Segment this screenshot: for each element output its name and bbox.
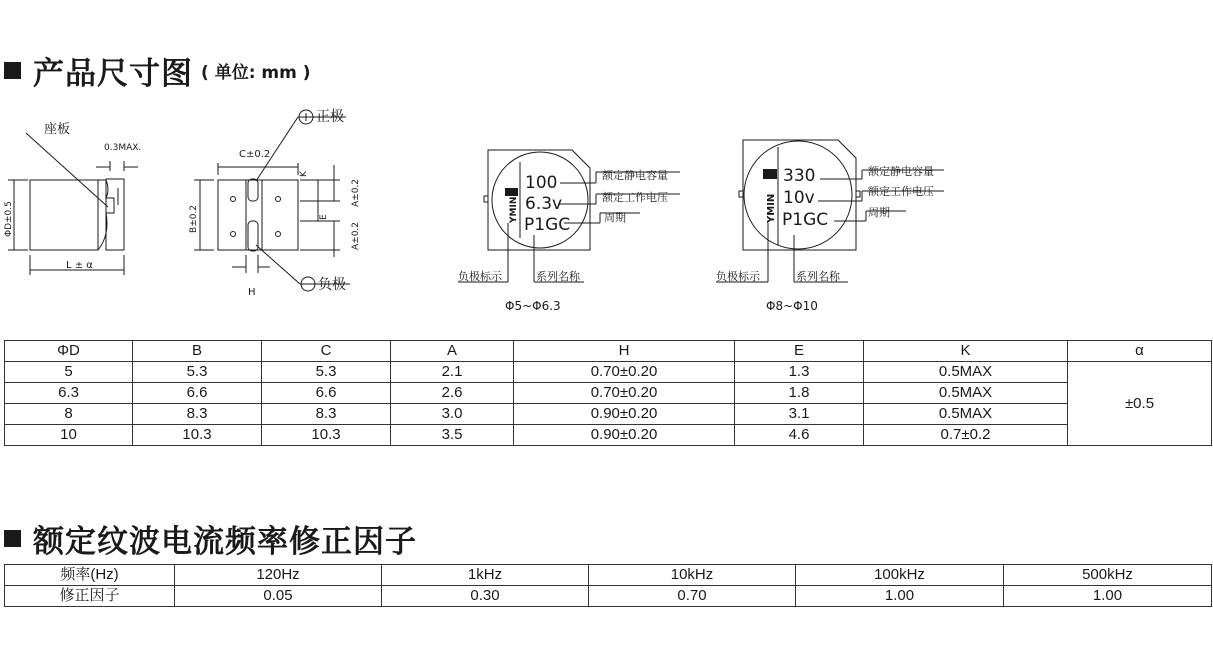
small-call-voltage: 额定工作电压 xyxy=(602,191,668,204)
header-cell: B xyxy=(133,341,262,362)
large-brand-text: YMIN xyxy=(766,193,777,223)
table-cell: 0.05 xyxy=(175,586,382,607)
section-heading-ripple xyxy=(4,516,417,561)
top-view-large xyxy=(716,140,944,282)
brand-mark-large xyxy=(763,169,777,179)
large-call-neg-mark: 负极标示 xyxy=(716,270,760,283)
header-cell: C xyxy=(262,341,391,362)
table-cell: 0.5MAX xyxy=(864,383,1068,404)
factor-label-cell: 修正因子 xyxy=(5,586,175,607)
small-call-neg-mark: 负极标示 xyxy=(458,270,502,283)
table-cell: 0.70±0.20 xyxy=(514,383,735,404)
table-cell: 8 xyxy=(5,404,133,425)
table-cell: 0.30 xyxy=(382,586,589,607)
bottom-view xyxy=(194,110,350,291)
small-cap-value: 100 xyxy=(525,173,558,193)
header-cell: ΦD xyxy=(5,341,133,362)
k-label: K xyxy=(299,171,309,177)
large-call-voltage: 额定工作电压 xyxy=(868,185,934,198)
small-call-series: 系列名称 xyxy=(536,270,580,283)
table-cell: 1.3 xyxy=(735,362,864,383)
table-cell: 1.8 xyxy=(735,383,864,404)
table-row xyxy=(5,404,1212,425)
table-cell: 8.3 xyxy=(133,404,262,425)
small-cap-series: P1GC xyxy=(524,215,571,235)
dimension-drawings xyxy=(0,95,1213,325)
header-cell: K xyxy=(864,341,1068,362)
table-cell: 0.90±0.20 xyxy=(514,404,735,425)
table-cell: 0.7±0.2 xyxy=(864,425,1068,446)
side-view xyxy=(8,133,138,275)
table-cell: 4.6 xyxy=(735,425,864,446)
table-cell: 10.3 xyxy=(262,425,391,446)
large-cap-voltage: 10v xyxy=(783,188,815,208)
heading-square-icon xyxy=(4,530,21,547)
positive-label: 正极 xyxy=(316,109,344,125)
table-cell: 10.3 xyxy=(133,425,262,446)
large-call-series: 系列名称 xyxy=(796,270,840,283)
table-cell: 0.70±0.20 xyxy=(514,362,735,383)
section-title: 额定纹波电流频率修正因子 xyxy=(33,524,417,560)
small-cap-caption: Φ5~Φ6.3 xyxy=(505,299,561,313)
table-cell: 10kHz xyxy=(589,565,796,586)
table-cell: 500kHz xyxy=(1004,565,1212,586)
table-cell: 6.3 xyxy=(5,383,133,404)
ripple-factor-table xyxy=(4,564,1212,607)
freq-label-cell: 频率(Hz) xyxy=(5,565,175,586)
header-cell: A xyxy=(391,341,514,362)
table-cell: 2.1 xyxy=(391,362,514,383)
table-cell: 0.5MAX xyxy=(864,404,1068,425)
header-cell: α xyxy=(1068,341,1212,362)
e-label: E xyxy=(319,214,329,220)
table-cell: 6.6 xyxy=(262,383,391,404)
large-call-period: 周期 xyxy=(868,206,890,219)
table-row xyxy=(5,586,1212,607)
table-cell: 3.5 xyxy=(391,425,514,446)
table-row xyxy=(5,362,1212,383)
table-cell: 0.70 xyxy=(589,586,796,607)
table-cell: 2.6 xyxy=(391,383,514,404)
table-cell: 1.00 xyxy=(1004,586,1212,607)
large-cap-caption: Φ8~Φ10 xyxy=(766,299,818,313)
table-header-row xyxy=(5,341,1212,362)
c-label: C±0.2 xyxy=(239,149,271,160)
table-cell: 3.0 xyxy=(391,404,514,425)
phi-d-label: ΦD±0.5 xyxy=(4,201,14,237)
table-cell: 10 xyxy=(5,425,133,446)
small-call-capacity: 额定静电容量 xyxy=(602,169,668,182)
header-cell: E xyxy=(735,341,864,362)
table-cell: 1.00 xyxy=(796,586,1004,607)
table-cell: 0.90±0.20 xyxy=(514,425,735,446)
alpha-cell: ±0.5 xyxy=(1068,362,1212,446)
unit-label: ( 单位: mm ) xyxy=(201,63,311,83)
table-row xyxy=(5,425,1212,446)
small-cap-voltage: 6.3v xyxy=(525,194,563,214)
table-cell: 6.6 xyxy=(133,383,262,404)
large-cap-value: 330 xyxy=(783,166,816,186)
b-label: B±0.2 xyxy=(189,204,199,233)
table-cell: 5.3 xyxy=(262,362,391,383)
table-row xyxy=(5,565,1212,586)
large-cap-series: P1GC xyxy=(782,210,829,230)
l-label: L ± α xyxy=(66,260,93,271)
max-label: 0.3MAX. xyxy=(104,143,142,153)
heading-square-icon xyxy=(4,62,21,79)
small-brand-text: YMIN xyxy=(509,196,519,223)
table-cell: 5 xyxy=(5,362,133,383)
small-call-period: 周期 xyxy=(604,211,626,224)
seat-label: 座板 xyxy=(44,122,71,137)
a-label-top: A±0.2 xyxy=(351,178,361,207)
table-cell: 120Hz xyxy=(175,565,382,586)
header-cell: H xyxy=(514,341,735,362)
large-call-capacity: 额定静电容量 xyxy=(868,165,934,178)
table-cell: 5.3 xyxy=(133,362,262,383)
brand-mark-small xyxy=(505,188,518,196)
table-cell: 0.5MAX xyxy=(864,362,1068,383)
negative-label: 负极 xyxy=(318,277,346,293)
table-cell: 100kHz xyxy=(796,565,1004,586)
section-heading-dimensions xyxy=(4,48,311,93)
h-label: H xyxy=(248,287,256,298)
section-title: 产品尺寸图 xyxy=(33,56,193,92)
table-cell: 1kHz xyxy=(382,565,589,586)
table-cell: 3.1 xyxy=(735,404,864,425)
table-cell: 8.3 xyxy=(262,404,391,425)
dimension-table xyxy=(4,340,1212,446)
a-label-bottom: A±0.2 xyxy=(351,221,361,250)
table-row xyxy=(5,383,1212,404)
